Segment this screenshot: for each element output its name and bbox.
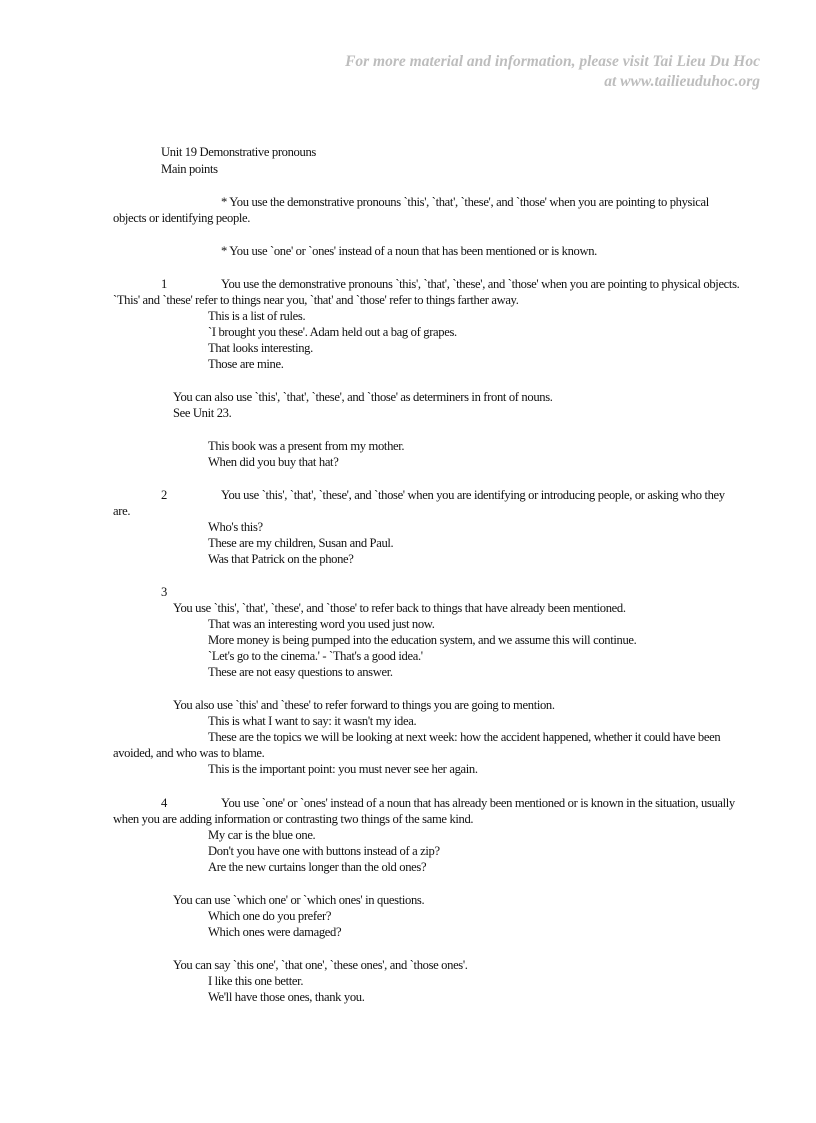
example-line: These are not easy questions to answer. xyxy=(208,665,393,679)
section1-intro-line-1: You use the demonstrative pronouns `this', `that', `these', and `those' when you are pointing to physical objects. xyxy=(221,277,740,291)
example-line: Was that Patrick on the phone? xyxy=(208,552,354,566)
example-line: These are the topics we will be looking at next week: how the accident happened, whether it could have been xyxy=(208,730,721,744)
header-line-1: For more material and information, please visit Tai Lieu Du Hoc xyxy=(345,53,760,70)
unit-title: Unit 19 Demonstrative pronouns xyxy=(161,145,316,159)
example-line: More money is being pumped into the education system, and we assume this will continue. xyxy=(208,633,637,647)
main-point-1-line-2: objects or identifying people. xyxy=(113,211,251,225)
section4-intro-line-2: when you are adding information or contrasting two things of the same kind. xyxy=(113,812,474,826)
example-line: We'll have those ones, thank you. xyxy=(208,990,365,1004)
example-line: This is the important point: you must never see her again. xyxy=(208,762,478,776)
section4-intro-line-1: You use `one' or `ones' instead of a noun that has already been mentioned or is known in the situation, usually xyxy=(221,796,735,810)
section3-intro: You use `this', `that', `these', and `those' to refer back to things that have already been mentioned. xyxy=(173,601,626,615)
section3-note: You also use `this' and `these' to refer forward to things you are going to mention. xyxy=(173,698,555,712)
main-points-heading: Main points xyxy=(161,162,218,176)
section-number-2: 2 xyxy=(161,488,168,502)
example-line: This is a list of rules. xyxy=(208,309,306,323)
section2-intro-line-2: are. xyxy=(113,504,131,518)
example-line: `Let's go to the cinema.' - `That's a good idea.' xyxy=(208,649,423,663)
section1-intro-line-2: `This' and `these' refer to things near you, `that' and `those' refer to things farther away. xyxy=(113,293,519,307)
example-line: Who's this? xyxy=(208,520,263,534)
main-point-2: * You use `one' or `ones' instead of a noun that has been mentioned or is known. xyxy=(221,244,597,258)
example-line: My car is the blue one. xyxy=(208,828,316,842)
example-line: That looks interesting. xyxy=(208,341,313,355)
example-line: Don't you have one with buttons instead of a zip? xyxy=(208,844,440,858)
example-line: I like this one better. xyxy=(208,974,304,988)
example-line: Are the new curtains longer than the old ones? xyxy=(208,860,427,874)
example-line: That was an interesting word you used just now. xyxy=(208,617,435,631)
example-line: These are my children, Susan and Paul. xyxy=(208,536,394,550)
header-line-2: at www.tailieuduhoc.org xyxy=(604,73,760,90)
example-line: Which one do you prefer? xyxy=(208,909,332,923)
example-line: Those are mine. xyxy=(208,357,284,371)
section1-note-line-1: You can also use `this', `that', `these', and `those' as determiners in front of nouns. xyxy=(173,390,553,404)
section2-intro-line-1: You use `this', `that', `these', and `those' when you are identifying or introducing people, or asking who they xyxy=(221,488,725,502)
section-number-1: 1 xyxy=(161,277,168,291)
section1-note-line-2: See Unit 23. xyxy=(173,406,232,420)
section4-note-1: You can use `which one' or `which ones' in questions. xyxy=(173,893,425,907)
example-line: This is what I want to say: it wasn't my idea. xyxy=(208,714,417,728)
example-line: This book was a present from my mother. xyxy=(208,439,405,453)
main-point-1-line-1: * You use the demonstrative pronouns `this', `that', `these', and `those' when you are pointing to physical xyxy=(221,195,709,209)
example-line: When did you buy that hat? xyxy=(208,455,339,469)
example-line: `I brought you these'. Adam held out a bag of grapes. xyxy=(208,325,457,339)
section-number-4: 4 xyxy=(161,796,168,810)
example-line-continued: avoided, and who was to blame. xyxy=(113,746,265,760)
section-number-3: 3 xyxy=(161,585,168,599)
section4-note-2: You can say `this one', `that one', `these ones', and `those ones'. xyxy=(173,958,468,972)
example-line: Which ones were damaged? xyxy=(208,925,342,939)
